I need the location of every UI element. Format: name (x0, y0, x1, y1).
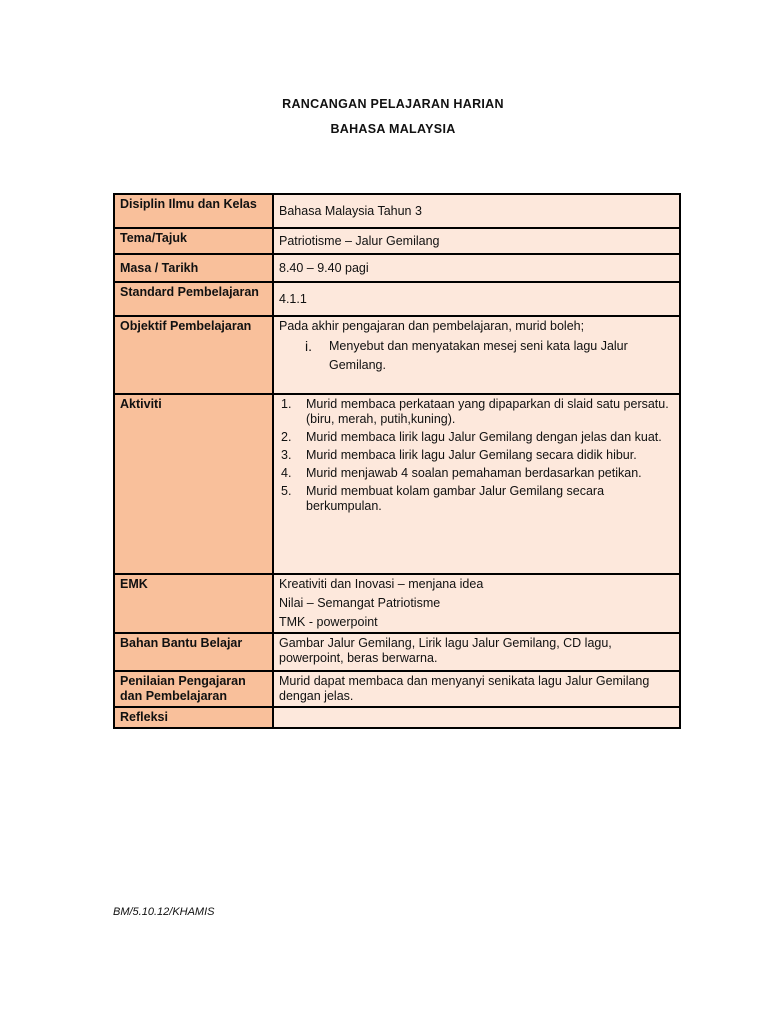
label-objektif: Objektif Pembelajaran (114, 316, 273, 394)
value-standard: 4.1.1 (273, 282, 680, 316)
list-item (279, 397, 673, 427)
objektif-intro: Pada akhir pengajaran dan pembelajaran, murid boleh; (279, 319, 585, 333)
table-row (114, 316, 680, 394)
value-penilaian: Murid dapat membaca dan menyanyi senikata lagu Jalur Gemilang dengan jelas. (273, 671, 680, 707)
list-text: Murid membuat kolam gambar Jalur Gemilang secara berkumpulan. (306, 484, 605, 513)
value-disiplin: Bahasa Malaysia Tahun 3 (273, 194, 680, 228)
objektif-item: Menyebut dan menyatakan mesej seni kata lagu Jalur Gemilang. (329, 339, 628, 372)
lesson-plan-table (113, 193, 681, 729)
label-emk: EMK (114, 574, 273, 633)
list-item (279, 466, 673, 481)
value-refleksi (273, 707, 680, 728)
label-disiplin: Disiplin Ilmu dan Kelas (114, 194, 273, 228)
list-item (279, 484, 673, 514)
value-emk (273, 574, 680, 633)
label-masa: Masa / Tarikh (114, 254, 273, 282)
value-aktiviti (273, 394, 680, 574)
value-masa: 8.40 – 9.40 pagi (273, 254, 680, 282)
page-title: RANCANGAN PELAJARAN HARIAN (282, 97, 504, 111)
table-row (114, 671, 680, 707)
list-number: 1. (281, 397, 292, 411)
list-number: 2. (281, 430, 292, 444)
table-row (114, 707, 680, 728)
table-row (114, 394, 680, 574)
list-text: Murid menjawab 4 soalan pemahaman berdasarkan petikan. (306, 466, 642, 480)
aktiviti-list (279, 397, 673, 514)
label-refleksi: Refleksi (114, 707, 273, 728)
table-row (114, 282, 680, 316)
list-number: i. (305, 338, 312, 354)
label-aktiviti: Aktiviti (114, 394, 273, 574)
list-item (279, 448, 673, 463)
list-text: Murid membaca lirik lagu Jalur Gemilang secara didik hibur. (306, 448, 637, 462)
page-subtitle: BAHASA MALAYSIA (330, 122, 456, 136)
value-objektif (273, 316, 680, 394)
label-penilaian: Penilaian Pengajaran dan Pembelajaran (114, 671, 273, 707)
label-standard: Standard Pembelajaran (114, 282, 273, 316)
list-text: Murid membaca perkataan yang dipaparkan di slaid satu persatu. (biru, merah, putih,kuning). (306, 397, 669, 426)
value-bahan: Gambar Jalur Gemilang, Lirik lagu Jalur Gemilang, CD lagu, powerpoint, beras berwarna. (273, 633, 680, 671)
list-item (279, 430, 673, 445)
value-tema: Patriotisme – Jalur Gemilang (273, 228, 680, 254)
label-tema: Tema/Tajuk (114, 228, 273, 254)
table-row (114, 194, 680, 228)
footer-code: BM/5.10.12/KHAMIS (113, 906, 215, 918)
list-number: 5. (281, 484, 292, 498)
emk-line: Nilai – Semangat Patriotisme (279, 596, 441, 610)
list-text: Murid membaca lirik lagu Jalur Gemilang dengan jelas dan kuat. (306, 430, 662, 444)
list-number: 3. (281, 448, 292, 462)
label-bahan: Bahan Bantu Belajar (114, 633, 273, 671)
table-row (114, 228, 680, 254)
emk-line: TMK - powerpoint (279, 615, 378, 629)
list-number: 4. (281, 466, 292, 480)
list-item (279, 337, 673, 375)
table-row (114, 574, 680, 633)
table-row (114, 633, 680, 671)
table-row (114, 254, 680, 282)
emk-line: Kreativiti dan Inovasi – menjana idea (279, 577, 484, 591)
